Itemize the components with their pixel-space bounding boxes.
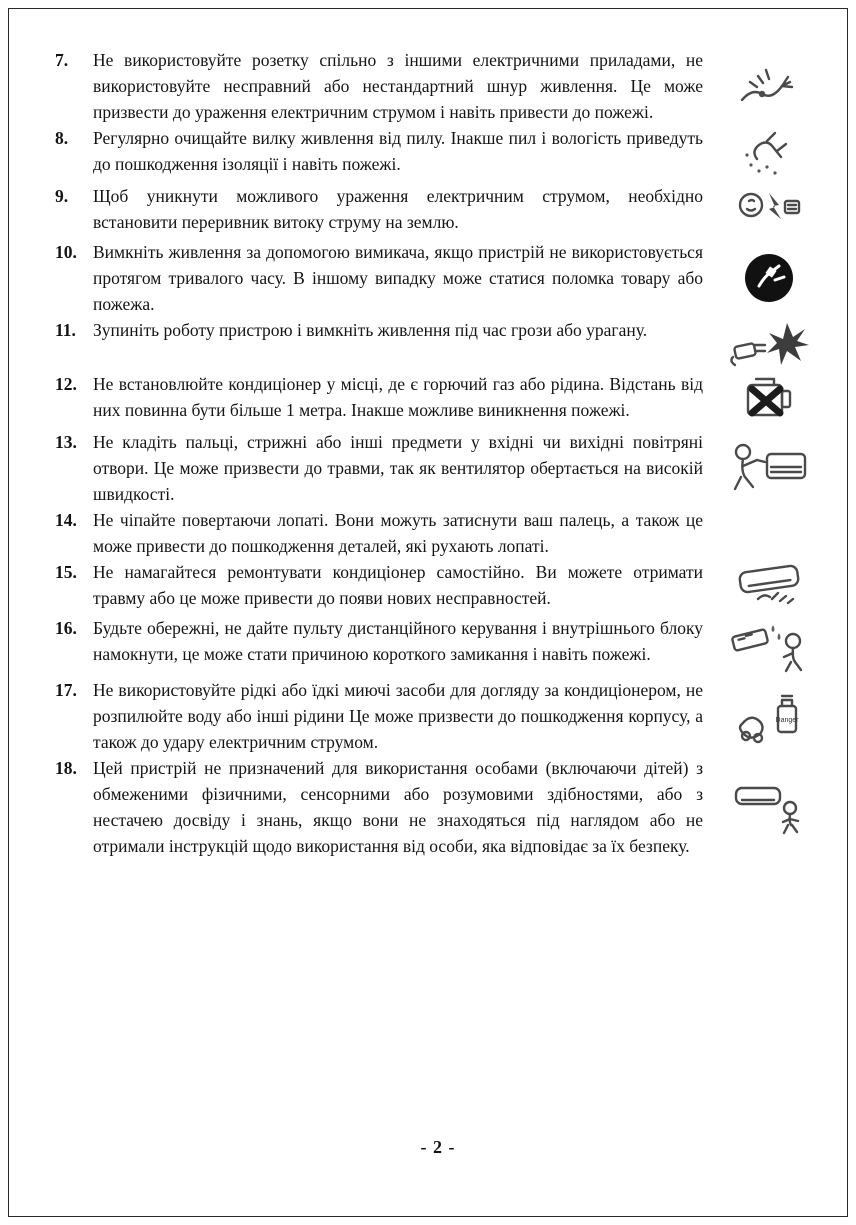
item-text: Не чіпайте повертаючи лопаті. Вони можуть затиснути ваш палець, а також це може привести до пошкодження деталей, які рухають лопаті. [93, 510, 703, 556]
item-icon [717, 520, 821, 546]
item-text: Щоб уникнути можливого ураження електричним струмом, необхідно встановити переривник витоку струму на землю. [93, 186, 703, 232]
list-item [55, 507, 821, 559]
item-text: Регулярно очищайте вилку живлення від пилу. Інакше пил і вологість приведуть до пошкодження ізоляції і навіть пожежі. [93, 128, 703, 174]
list-item [55, 429, 821, 507]
item-number: 17. [55, 680, 77, 700]
list-item [55, 371, 821, 429]
item-number: 10. [55, 242, 77, 262]
item-number: 16. [55, 618, 77, 638]
danger-chemicals-icon [717, 684, 821, 748]
page-border-frame [8, 8, 848, 1217]
list-item [55, 47, 821, 125]
item-number: 14. [55, 510, 77, 530]
damaged-cord-icon [717, 56, 821, 116]
page-number: - 2 - [420, 1137, 456, 1157]
svg-text:Danger: Danger [775, 717, 799, 724]
finger-in-vent-icon [717, 438, 821, 498]
item-number: 13. [55, 432, 77, 452]
children-supervision-icon [717, 778, 821, 836]
power-switch-icon [717, 250, 821, 306]
items-list [55, 47, 821, 859]
list-item [55, 239, 821, 317]
wet-remote-icon [717, 615, 821, 677]
no-flammable-icon [717, 371, 821, 429]
item-text: Не намагайтеся ремонтувати кондиціонер самостійно. Ви можете отримати травму або це може привести до появи нових несправностей. [93, 562, 703, 608]
item-text: Не кладіть пальці, стрижні або інші предмети у вхідні чи вихідні повітряні отвори. Це може призвести до травми, так як вентилятор обертається на високій швидкості. [93, 432, 703, 504]
list-item [55, 677, 821, 755]
item-text: Цей пристрій не призначений для використання особами (включаючи дітей) з обмеженими фізичними, сенсорними або розумовими здібностями, або з нестачею досвіду і знань, якщо вони не знаходяться під наглядом або не отримали інструкцій щодо використання від особи, яка відповідає за їх безпеку. [93, 758, 703, 856]
item-number: 12. [55, 374, 77, 394]
item-text: Не встановлюйте кондиціонер у місці, де є горючий газ або рідина. Відстань від них повинна бути більше 1 метра. Інакше можливе виникнення пожежі. [93, 374, 703, 420]
item-number: 11. [55, 320, 76, 340]
list-item [55, 317, 821, 371]
list-item [55, 615, 821, 677]
list-item [55, 125, 821, 183]
item-text: Будьте обережні, не дайте пульту дистанційного керування і внутрішнього блоку намокнути, це може стати причиною короткого замикання і навіть пожежі. [93, 618, 703, 664]
item-text: Не використовуйте розетку спільно з іншими електричними приладами, не використовуйте несправний або нестандартний шнур живлення. Це може призвести до ураження електричним струмом і навіть привести до пожежі. [93, 50, 703, 122]
item-text: Вимкніть живлення за допомогою вимикача, якщо пристрій не використовується протягом тривалого часу. В іншому випадку може статися поломка товару або пожежа. [93, 242, 703, 314]
self-repair-icon [717, 559, 821, 615]
item-number: 15. [55, 562, 77, 582]
item-number: 7. [55, 50, 69, 70]
item-number: 8. [55, 128, 69, 148]
dusty-plug-icon [717, 125, 821, 183]
item-number: 9. [55, 186, 69, 206]
electric-shock-icon [717, 183, 821, 239]
item-text: Зупиніть роботу пристрою і вимкніть живлення під час грози або урагану. [93, 320, 648, 340]
list-item [55, 559, 821, 615]
item-number: 18. [55, 758, 77, 778]
lightning-plug-icon [717, 317, 821, 371]
list-item [55, 755, 821, 859]
list-item [55, 183, 821, 239]
item-text: Не використовуйте рідкі або їдкі миючі засоби для догляду за кондиціонером, не розпилюйте воду або інші рідини Це може призвести до пошкодження корпусу, а також до удару електричним струмом. [93, 680, 703, 752]
